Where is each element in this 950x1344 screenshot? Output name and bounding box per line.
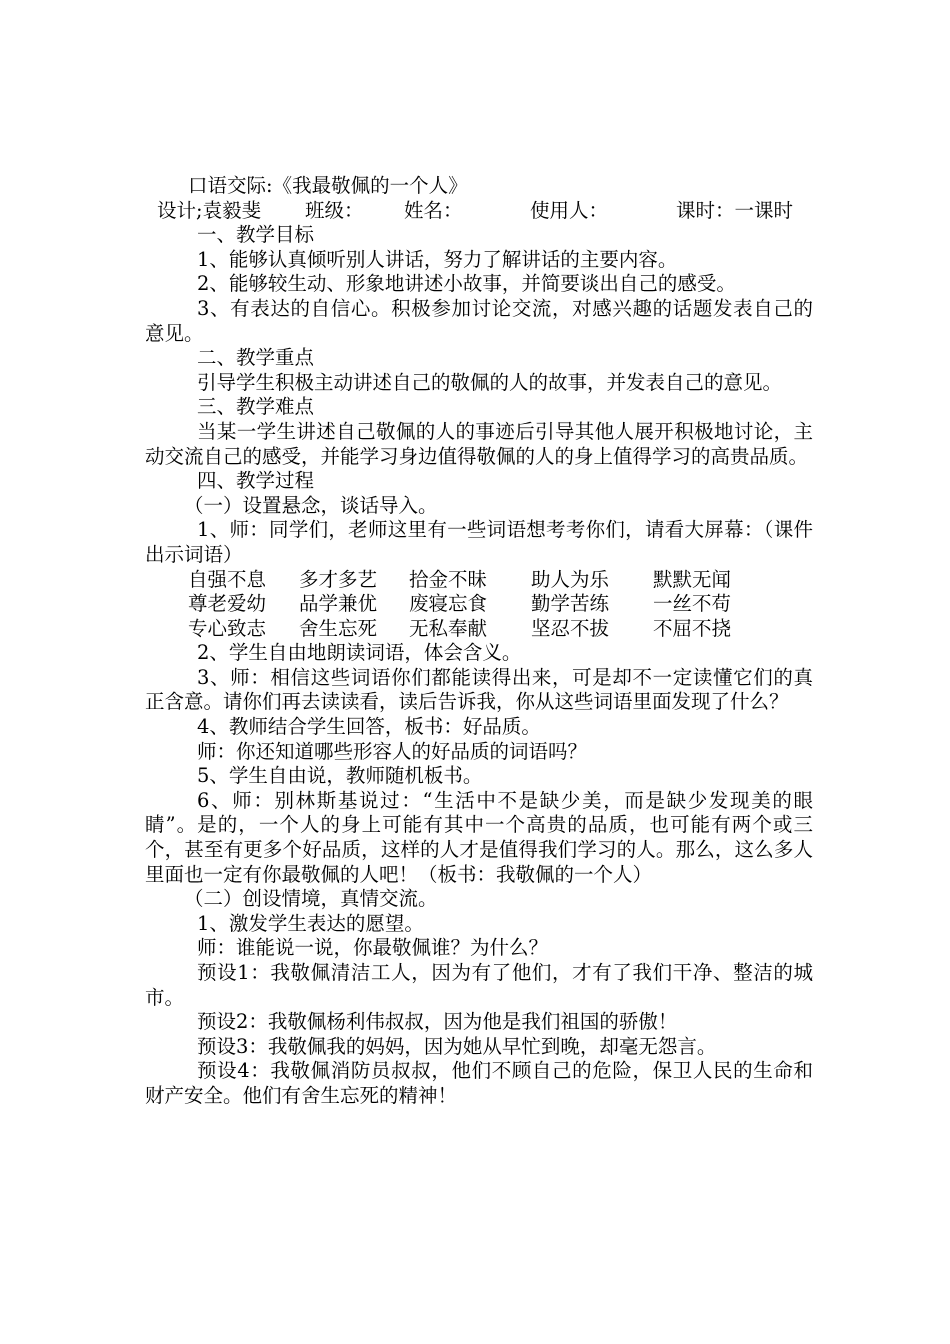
vocabulary-row	[188, 617, 813, 642]
paragraph: 引导学生积极主动讲述自己的敬佩的人的故事，并发表自己的意见。	[197, 370, 783, 394]
name-field: 姓名：	[404, 198, 463, 222]
paragraph: 3、师：相信这些词语你们都能读得出来，可是却不一定读懂它们的真正含意。请你们再去读读看，读后告诉我，你从这些词语里面发现了什么？	[145, 665, 813, 714]
paragraph: 师：谁能说一说，你最敬佩谁？为什么？	[197, 936, 549, 960]
user-field: 使用人：	[530, 198, 609, 222]
section-heading: 三、教学难点	[197, 395, 315, 419]
paragraph: 6、师：别林斯基说过：“生活中不是缺少美，而是缺少发现美的眼睛”。是的，一个人的身上可能有其中一个高贵的品质，也可能有两个或三个，甚至有更多个好品质，这样的人才是值得我们学习的人。那么，这么多人里面也一定有你最敬佩的人吧！（板书：我敬佩的一个人）	[145, 788, 813, 886]
vocabulary-word: 废寝忘食	[409, 592, 488, 616]
vocabulary-grid	[145, 568, 813, 642]
vocabulary-word: 坚忍不拔	[531, 616, 610, 640]
designer-field: 设计;袁毅斐	[157, 198, 262, 222]
paragraph: 2、学生自由地朗读词语，体会含义。	[197, 641, 522, 665]
document-title: 口语交际:《我最敬佩的一个人》	[188, 174, 468, 197]
paragraph: 2、能够较生动、形象地讲述小故事，并简要谈出自己的感受。	[197, 272, 736, 296]
paragraph: 预设3：我敬佩我的妈妈，因为她从早忙到晚，却毫无怨言。	[197, 1034, 717, 1058]
section-heading: 四、教学过程	[197, 469, 315, 493]
subsection-heading: （一）设置悬念，谈话导入。	[184, 493, 438, 517]
vocabulary-row	[188, 592, 813, 617]
paragraph: 1、师：同学们，老师这里有一些词语想考考你们，请看大屏幕：（课件出示词语）	[145, 518, 813, 566]
vocabulary-word: 品学兼优	[299, 592, 378, 616]
vocabulary-word: 专心致志	[188, 616, 267, 640]
paragraph: 5、学生自由说，教师随机板书。	[197, 764, 483, 788]
vocabulary-word: 勤学苦练	[531, 592, 610, 616]
vocabulary-word: 自强不息	[188, 567, 267, 591]
vocabulary-word: 无私奉献	[409, 616, 488, 640]
paragraph: 1、能够认真倾听别人讲话，努力了解讲话的主要内容。	[197, 247, 678, 271]
vocabulary-word: 尊老爱幼	[188, 592, 267, 616]
paragraph: 4、教师结合学生回答，板书：好品质。	[197, 715, 541, 739]
vocabulary-word: 默默无闻	[653, 567, 732, 591]
vocabulary-word: 一丝不苟	[653, 592, 732, 616]
vocabulary-word: 多才多艺	[299, 567, 378, 591]
section-heading: 一、教学目标	[197, 223, 315, 247]
paragraph: 当某一学生讲述自己敬佩的人的事迹后引导其他人展开积极地讨论，主动交流自己的感受，并能学习身边值得敬佩的人的身上值得学习的高贵品质。	[145, 419, 813, 468]
subsection-heading: （二）创设情境，真情交流。	[184, 887, 438, 911]
document-body	[145, 174, 813, 1109]
vocabulary-word: 舍生忘死	[299, 616, 378, 640]
section-heading: 二、教学重点	[197, 346, 315, 370]
vocabulary-word: 拾金不昧	[409, 567, 488, 591]
paragraph: 3、有表达的自信心。积极参加讨论交流，对感兴趣的话题发表自己的意见。	[145, 296, 813, 345]
document-meta	[145, 199, 813, 224]
paragraph: 1、激发学生表达的愿望。	[197, 911, 424, 935]
paragraph: 师：你还知道哪些形容人的好品质的词语吗？	[197, 739, 588, 763]
vocabulary-word: 助人为乐	[531, 567, 610, 591]
paragraph: 预设1：我敬佩清洁工人，因为有了他们，才有了我们干净、整洁的城市。	[145, 961, 813, 1009]
period-field: 课时：一课时	[676, 198, 794, 222]
vocabulary-row	[188, 568, 813, 593]
paragraph: 预设2：我敬佩杨利伟叔叔，因为他是我们祖国的骄傲！	[197, 1010, 678, 1034]
class-field: 班级：	[305, 198, 364, 222]
vocabulary-word: 不屈不挠	[653, 616, 732, 640]
paragraph: 预设4：我敬佩消防员叔叔，他们不顾自己的危险，保卫人民的生命和财产安全。他们有舍生忘死的精神！	[145, 1059, 813, 1107]
